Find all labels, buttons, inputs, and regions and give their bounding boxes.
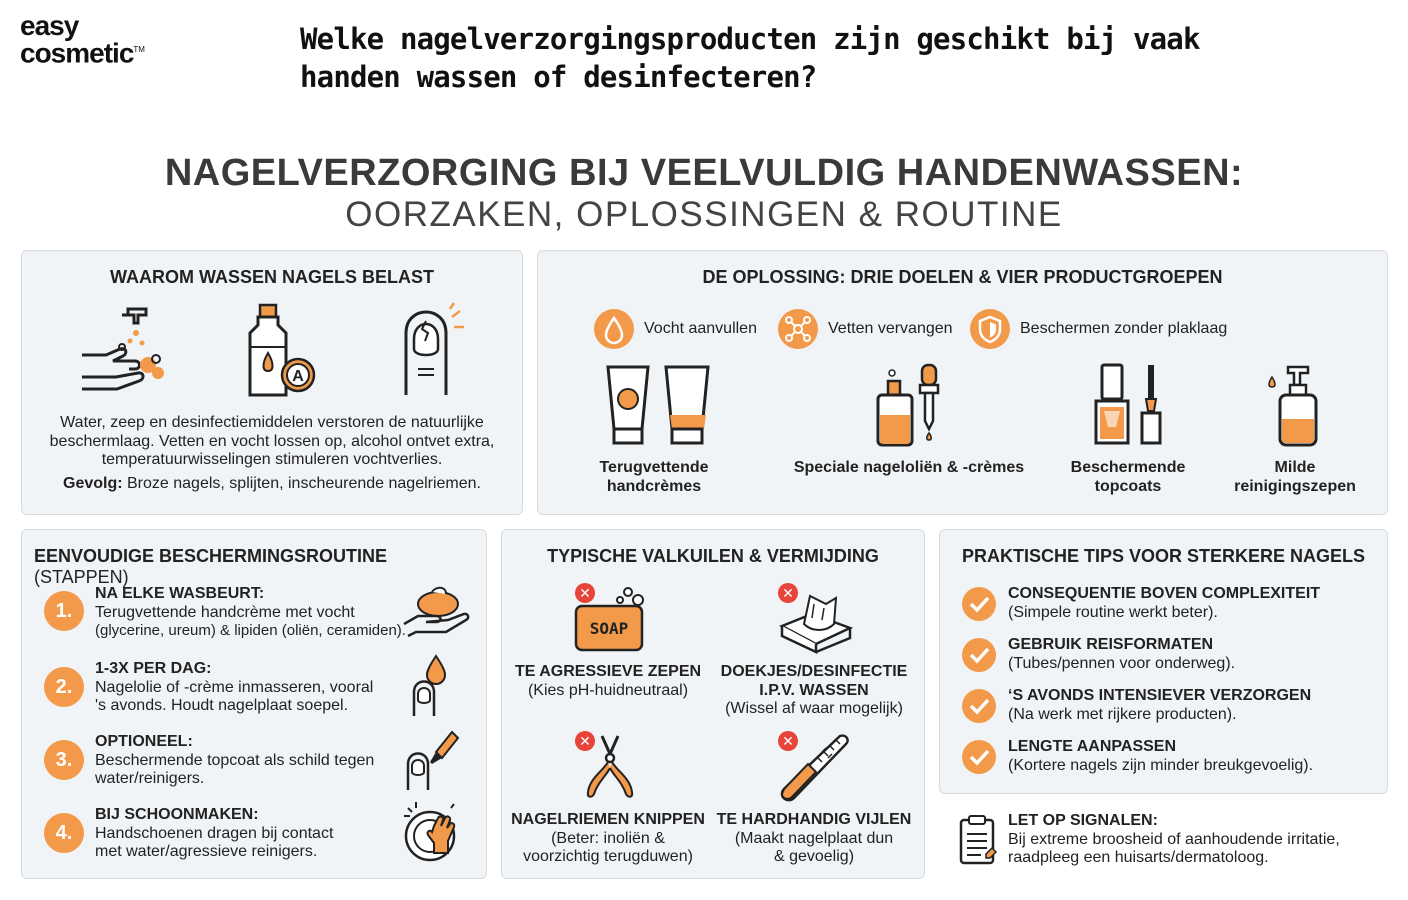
brand-logo [20,10,145,69]
tip-detail: (Simpele routine werkt beter). [1008,603,1218,621]
cream-tubes-icon [604,365,714,447]
tip-item [1008,738,1378,775]
page-question: Welke nagelverzorgingsproducten zijn geschikt bij vaak handen wassen of desinfecteren? [300,22,1200,94]
step-text-line-2: 's avonds. Houdt nagelplaat soepel. [95,697,349,714]
product-label [1220,459,1370,496]
routine-step [95,733,415,789]
product-label-line-2: handcrèmes [606,477,702,495]
step-number: 1. [44,591,84,631]
step-number: 2. [44,667,84,707]
routine-step [95,660,415,716]
product-label [574,459,734,496]
pitfall-heading: TE AGRESSIEVE ZEPEN [514,663,702,680]
pitfall-advice: (Wissel af waar mogelijk) [725,700,903,717]
pitfall-label [508,811,708,867]
infographic-title: NAGELVERZORGING BIJ VEELVULDIG HANDENWASSEN: [164,152,1244,194]
pitfalls-panel-title: TYPISCHE VALKUILEN & VERMIJDING [547,546,879,566]
checkmark-icon [962,587,996,621]
why-panel-title: WAAROM WASSEN NAGELS BELAST [109,267,434,287]
pitfall-advice-line-2: voorzichtig terugduwen) [523,848,693,865]
tip-heading: GEBRUIK REISFORMATEN [1008,636,1214,653]
soap-pump-icon [1264,363,1334,449]
product-label-line-1: Speciale nageloliën & -crèmes [793,459,1025,476]
cream-hand-icon [402,584,468,640]
step-text-line-2: (glycerine, ureum) & lipiden (oliën, ceramiden). [95,622,406,639]
infographic-subtitle: OORZAKEN, OPLOSSINGEN & ROUTINE [345,195,1063,234]
solution-panel [537,250,1388,515]
step-text-line-1: Nagelolie of -crème inmasseren, vooral [95,678,374,696]
pitfall-advice: (Kies pH-huidneutraal) [527,681,689,699]
step-heading: OPTIONEEL: [95,733,193,750]
cuticle-nipper-icon [580,734,640,804]
routine-title-bold: EENVOUDIGE BESCHERMINGSROUTINE [34,546,388,566]
pitfall-advice: (Beter: inoliën & [551,829,665,847]
tips-panel [939,529,1388,794]
nail-oil-dropper-icon [874,363,954,449]
washing-hands-icon [78,303,174,399]
tip-detail: (Na werk met rijkere producten). [1008,705,1237,723]
step-heading: NA ELKE WASBEURT: [95,585,265,602]
pitfall-label [508,663,708,700]
tip-heading: LENGTE AANPASSEN [1008,738,1177,755]
step-heading: 1-3X PER DAG: [95,660,212,677]
step-number: 3. [44,740,84,780]
solution-panel-title: DE OPLOSSING: DRIE DOELEN & VIER PRODUCTGROEPEN [702,267,1223,287]
topcoat-brush-icon [402,728,462,792]
warning-x-icon: ✕ [575,731,595,751]
why-panel [21,250,523,515]
topcoat-bottle-icon [1092,363,1172,449]
product-label-line-2: topcoats [1094,477,1162,495]
tip-heading: CONSEQUENTIE BOVEN COMPLEXITEIT [1008,585,1321,602]
why-consequence [36,475,508,494]
oil-drop-finger-icon [406,654,456,718]
warning-x-icon: ✕ [575,583,595,603]
tip-detail: (Tubes/pennen voor onderweg). [1008,654,1236,672]
checkmark-icon [962,638,996,672]
product-label-line-1: Milde [1274,459,1316,476]
routine-step [95,585,415,641]
shield-icon [970,309,1010,349]
step-text-line-2: water/reinigers. [95,770,205,787]
logo-word: cosmetic [20,37,134,69]
step-number: 4. [44,813,84,853]
disinfectant-bottle-icon [244,303,324,399]
tip-heading: ‘S AVONDS INTENSIEVER VERZORGEN [1008,687,1312,704]
checkmark-icon [962,740,996,774]
step-text-line-2: met water/agressieve reinigers. [95,843,318,860]
logo-line-1: easy [20,10,79,41]
consequence-label: Gevolg: [63,475,123,492]
pitfall-heading: NAGELRIEMEN KNIPPEN [511,811,705,828]
why-explanation: Water, zeep en desinfectiemiddelen verstoren de natuurlijke beschermlaag. Vetten en vocht lossen op, alcohol ontvet extra, temperatuurwisselingen stimuleren vochtverlies. [49,414,495,468]
pitfall-label [714,663,914,719]
wet-wipes-icon [776,590,856,656]
pitfalls-panel [501,529,925,879]
soap-bar-icon [572,586,652,654]
signals-note [1008,812,1388,868]
product-label [784,459,1034,478]
clipboard-icon [958,814,998,866]
checkmark-icon [962,689,996,723]
pitfall-heading: TE HARDHANDIG VIJLEN [716,811,912,828]
logo-trademark: TM [133,45,145,54]
pitfall-label [714,811,914,867]
tips-panel-title: PRAKTISCHE TIPS VOOR STERKERE NAGELS [961,546,1366,566]
consequence-text: Broze nagels, splijten, inscheurende nagelriemen. [122,475,481,492]
soap-text: SOAP [589,619,629,638]
tip-item [1008,687,1378,724]
logo-line-2 [20,37,145,69]
nail-file-icon [778,732,852,804]
goal-label: Vocht aanvullen [644,320,757,337]
goal-label: Beschermen zonder plaklaag [1020,320,1228,337]
tip-item [1008,585,1378,622]
pitfall-heading: DOEKJES/DESINFECTIE [720,663,908,680]
signals-text-line-2: raadpleeg een huisarts/dermatoloog. [1008,849,1269,866]
product-label-line-1: Beschermende [1070,459,1186,476]
step-text-line-1: Handschoenen dragen bij contact [95,824,334,842]
glove-plate-icon [402,800,468,866]
routine-step [95,806,415,862]
pitfall-advice-line-2: & gevoelig) [773,848,855,865]
svg-text:A: A [292,368,304,385]
routine-title-light: (STAPPEN) [34,567,129,587]
molecule-icon [778,309,818,349]
droplet-icon [594,309,634,349]
cracked-nail-icon [396,303,468,399]
warning-x-icon: ✕ [778,731,798,751]
signals-heading: LET OP SIGNALEN: [1008,812,1158,829]
step-text-line-1: Terugvettende handcrème met vocht [95,603,355,621]
product-label-line-2: reinigingszepen [1234,477,1356,495]
warning-x-icon: ✕ [778,583,798,603]
pitfall-advice: (Maakt nagelplaat dun [734,829,894,847]
product-label [1048,459,1208,496]
routine-panel [21,529,487,879]
pitfall-heading-line-2: I.P.V. WASSEN [759,681,869,699]
step-heading: BIJ SCHOONMAKEN: [95,806,259,823]
step-text-line-1: Beschermende topcoat als schild tegen [95,751,375,769]
signals-text-line-1: Bij extreme broosheid of aanhoudende irritatie, [1008,830,1340,848]
goal-label: Vetten vervangen [828,320,953,337]
product-label-line-1: Terugvettende [599,459,709,476]
tip-item [1008,636,1378,673]
tip-detail: (Kortere nagels zijn minder breukgevoelig). [1008,756,1314,774]
routine-panel-title [34,546,486,588]
